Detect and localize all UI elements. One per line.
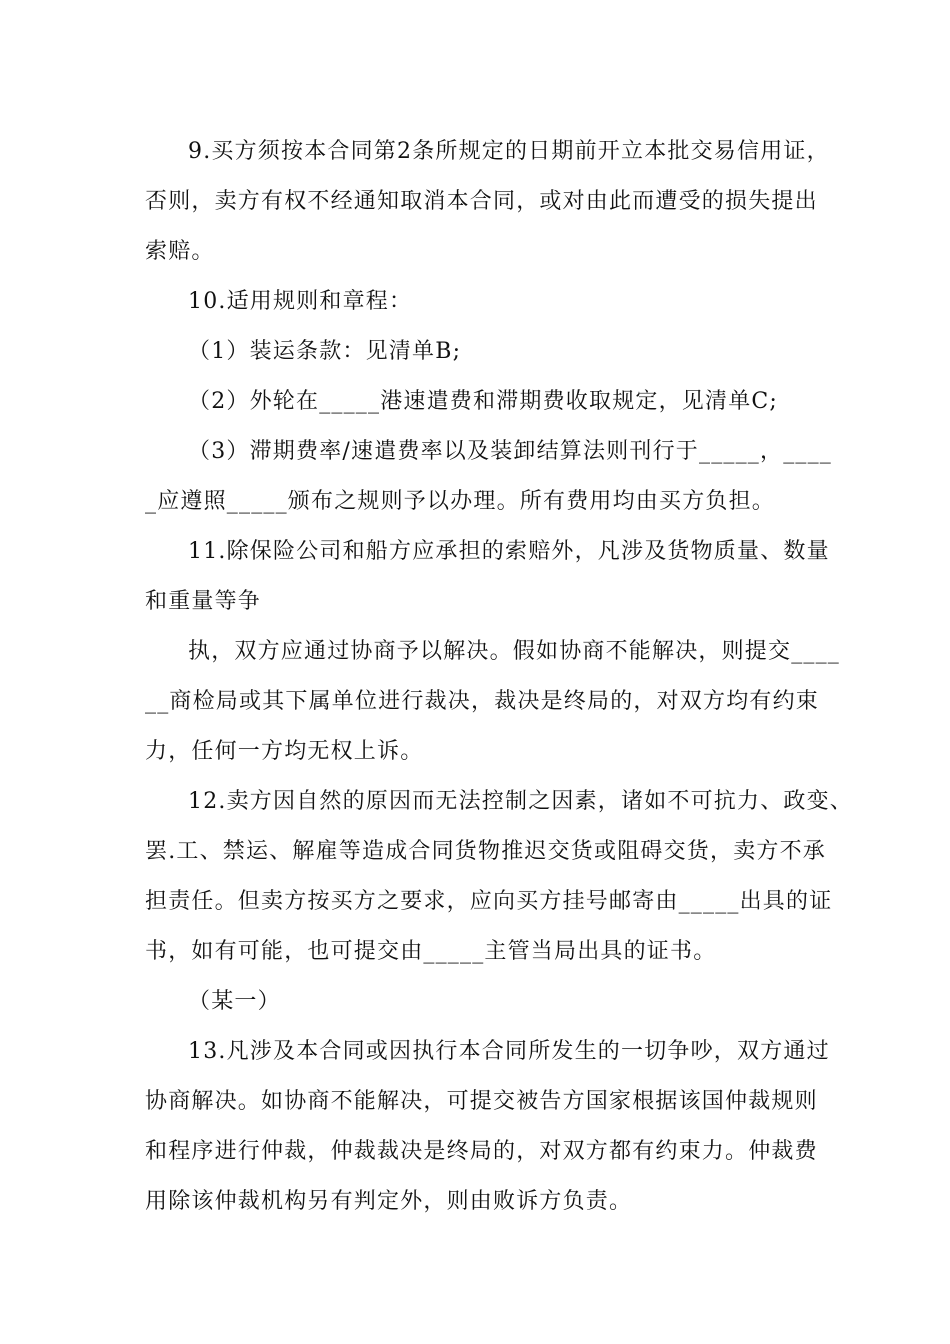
clause-11-line-2: 和重量等争 (145, 589, 262, 614)
clause-13-line-3: 和程序进行仲裁，仲裁裁决是终局的，对双方都有约束力。仲裁费 (145, 1139, 818, 1164)
clause-10-item-3-line-2: _应遵照_____颁布之规则予以办理。所有费用均由买方负担。 (145, 489, 776, 514)
clause-9-line-3: 索赔。 (145, 239, 215, 264)
clause-12-line-2: 罢.工、禁运、解雇等造成合同货物推迟交货或阻碍交货，卖方不承 (145, 839, 826, 864)
note-line: （某一） (188, 989, 281, 1014)
clause-10-heading: 10.适用规则和章程： (188, 289, 413, 314)
clause-13-line-4: 用除该仲裁机构另有判定外，则由败诉方负责。 (145, 1189, 633, 1214)
clause-11-line-1: 11.除保险公司和船方应承担的索赔外，凡涉及货物质量、数量 (188, 539, 830, 564)
clause-12-line-3: 担责任。但卖方按买方之要求，应向买方挂号邮寄由_____出具的证 (145, 889, 833, 914)
clause-10-item-3-line-1: （3）滞期费率/速遣费率以及装卸结算法则刊行于_____，____ (188, 439, 833, 464)
clause-12-line-1: 12.卖方因自然的原因而无法控制之因素，诸如不可抗力、政变、 (188, 789, 853, 814)
clause-11-line-5: 力，任何一方均无权上诉。 (145, 739, 424, 764)
clause-12-line-4: 书，如有可能，也可提交由_____主管当局出具的证书。 (145, 939, 717, 964)
clause-13-line-1: 13.凡涉及本合同或因执行本合同所发生的一切争吵，双方通过 (188, 1039, 830, 1064)
clause-11-line-3: 执，双方应通过协商予以解决。假如协商不能解决，则提交____ (188, 639, 841, 664)
clause-9-line-2: 否则，卖方有权不经通知取消本合同，或对由此而遭受的损失提出 (145, 189, 818, 214)
clause-11-line-4: __商检局或其下属单位进行裁决，裁决是终局的，对双方均有约束 (145, 689, 820, 714)
clause-9-line-1: 9.买方须按本合同第2条所规定的日期前开立本批交易信用证， (188, 139, 830, 164)
clause-10-item-2: （2）外轮在_____港速遣费和滞期费收取规定，见清单C; (188, 389, 779, 414)
clause-10-item-1: （1）装运条款：见清单B; (188, 339, 462, 364)
clause-13-line-2: 协商解决。如协商不能解决，可提交被告方国家根据该国仲裁规则 (145, 1089, 818, 1114)
